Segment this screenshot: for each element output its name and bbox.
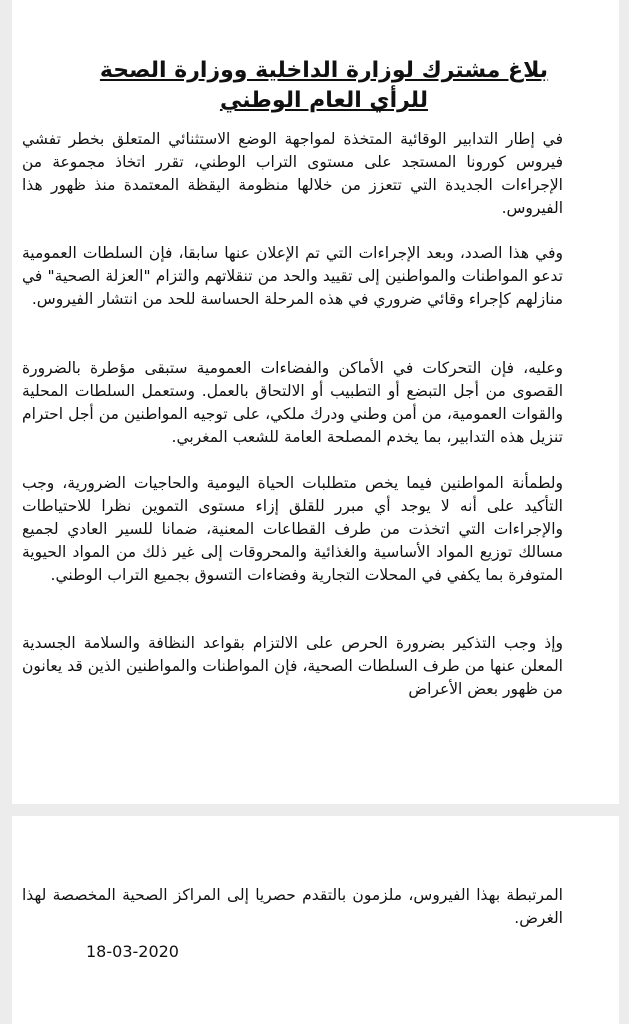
document-subtitle: للرأي العام الوطني [219,88,429,113]
paragraph-1: في إطار التدابير الوقائية المتخذة لمواجهة الوضع الاستثنائي المتعلق بخطر تفشي فيروس كورونا المستجد على مستوى التراب الوطني، تقرر اتخاذ مجموعة من الإجراءات الجديدة التي تتعزز من خلالها منظومة اليقظة المعتمدة منذ ظهور هذا الفيروس. [22,130,563,217]
paragraph-5: وإذ وجب التذكير بضرورة الحرص على الالتزام بقواعد النظافة والسلامة الجسدية المعلن عنها من طرف السلطات الصحية، فإن المواطنات والمواطنين الذين قد يعانون من ظهور بعض الأعراض [22,634,563,698]
document-date: 18-03-2020 [86,942,179,961]
paragraph-4: ولطمأنة المواطنين فيما يخص متطلبات الحياة اليومية والحاجيات الضرورية، وجب التأكيد على أنه لا يوجد أي مبرر للقلق إزاء مستوى التموين نظرا للاحتياطات والإجراءات التي اتخذت من طرف القطاعات المعنية، ضمانا للسير العادي لجميع مسالك توزيع المواد الأساسية والغذائية والمحروقات إلى غير ذلك من المواد الحيوية المتوفرة بما يكفي في المحلات التجارية وفضاءات التسوق بجميع التراب الوطني. [22,474,563,584]
paragraph-3: وعليه، فإن التحركات في الأماكن والفضاءات العمومية ستبقى مؤطرة بالضرورة القصوى من أجل التبضع أو التطبيب أو الالتحاق بالعمل. وستعمل السلطات المحلية والقوات العمومية، من أمن وطني ودرك ملكي، على توجيه المواطنين من أجل احترام تنزيل هذه التدابير، بما يخدم المصلحة العامة للشعب المغربي. [22,359,563,446]
paragraph-6: المرتبطة بهذا الفيروس، ملزمون بالتقدم حصريا إلى المراكز الصحية المخصصة لهذا الغرض. [22,886,563,927]
document-title: بلاغ مشترك لوزارة الداخلية ووزارة الصحة [99,58,549,83]
paragraph-2: وفي هذا الصدد، وبعد الإجراءات التي تم الإعلان عنها سابقا، فإن السلطات العمومية تدعو المواطنات والمواطنين إلى تقييد والحد من تنقلاتهم والتزام "العزلة الصحية" في منازلهم كإجراء وقائي ضروري في هذه المرحلة الحساسة للحد من انتشار الفيروس. [22,244,563,308]
